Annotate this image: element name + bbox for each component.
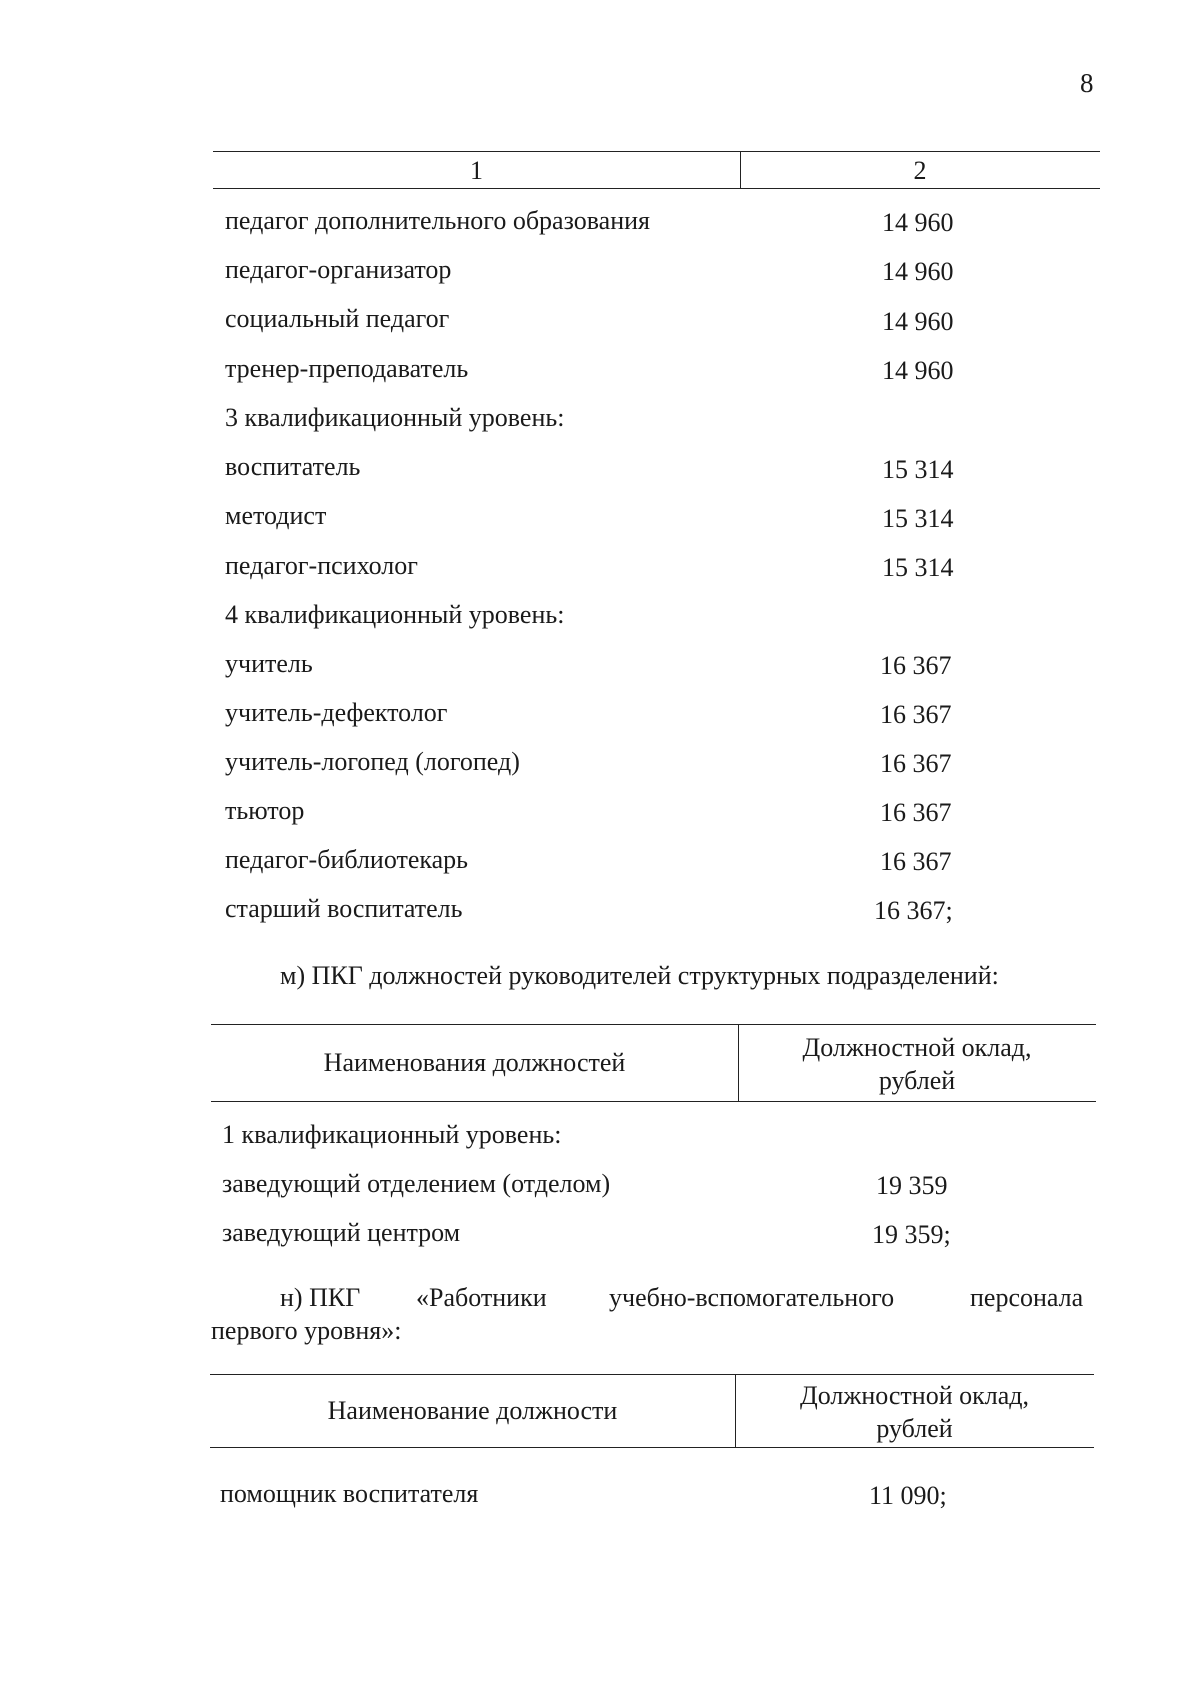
section-n-heading-word: персонала	[970, 1283, 1084, 1312]
row-name: воспитатель	[225, 452, 361, 481]
row-value: 15 314	[882, 504, 954, 533]
column-header-salary-line1: Должностной оклад,	[802, 1033, 1032, 1062]
table-top-rule	[211, 1024, 1096, 1025]
row-name: педагог-организатор	[225, 255, 452, 284]
section-n-heading-word: учебно-вспомогательного	[609, 1283, 895, 1312]
row-name: старший воспитатель	[225, 894, 463, 923]
row-value: 16 367	[880, 749, 952, 778]
row-value: 14 960	[882, 257, 954, 286]
column-header-positions: Наименования должностей	[323, 1048, 626, 1077]
section-n-heading-word: «Работники	[416, 1283, 547, 1312]
row-name: педагог-библиотекарь	[225, 845, 469, 874]
section-m-heading: м) ПКГ должностей руководителей структурных подразделений:	[280, 961, 999, 990]
row-value: 16 367	[880, 700, 952, 729]
column-header-salary-line2: рублей	[876, 1414, 953, 1443]
level-heading: 1 квалификационный уровень:	[222, 1120, 562, 1149]
column-header-1: 1	[470, 156, 483, 185]
row-name: заведующий центром	[222, 1218, 461, 1247]
row-name: методист	[225, 501, 327, 530]
row-name: учитель	[225, 649, 313, 678]
row-value: 16 367	[880, 651, 952, 680]
table-header-rule	[211, 1101, 1096, 1102]
row-name: тренер-преподаватель	[225, 354, 469, 383]
row-value: 14 960	[882, 208, 954, 237]
row-value: 16 367;	[874, 896, 953, 925]
section-n-heading-word: н) ПКГ	[280, 1283, 361, 1312]
row-name: педагог-психолог	[225, 551, 418, 580]
column-header-salary-line1: Должностной оклад,	[800, 1381, 1029, 1410]
row-value: 15 314	[882, 455, 954, 484]
row-name: учитель-логопед (логопед)	[225, 747, 520, 776]
table-top-rule	[213, 151, 1100, 152]
row-value: 15 314	[882, 553, 954, 582]
column-header-salary-line2: рублей	[878, 1066, 956, 1095]
table-header-rule	[213, 188, 1100, 189]
table-header-rule	[210, 1447, 1094, 1448]
row-value: 14 960	[882, 356, 954, 385]
table-top-rule	[210, 1374, 1094, 1375]
row-name: учитель-дефектолог	[225, 698, 448, 727]
row-value: 14 960	[882, 307, 954, 336]
level-heading: 3 квалификационный уровень:	[225, 403, 565, 432]
row-name: заведующий отделением (отделом)	[222, 1169, 611, 1198]
page-number: 8	[1080, 68, 1094, 98]
row-value: 16 367	[880, 798, 952, 827]
row-name: педагог дополнительного образования	[225, 206, 650, 235]
row-name: помощник воспитателя	[220, 1479, 479, 1508]
row-name: тьютор	[225, 796, 305, 825]
column-header-position: Наименование должности	[327, 1396, 618, 1425]
column-header-2: 2	[913, 156, 927, 185]
row-value: 11 090;	[869, 1481, 947, 1510]
row-value: 19 359;	[872, 1220, 951, 1249]
row-value: 19 359	[876, 1171, 948, 1200]
section-n-heading-line2: первого уровня»:	[211, 1316, 402, 1345]
level-heading: 4 квалификационный уровень:	[225, 600, 565, 629]
row-value: 16 367	[880, 847, 952, 876]
row-name: социальный педагог	[225, 304, 450, 333]
